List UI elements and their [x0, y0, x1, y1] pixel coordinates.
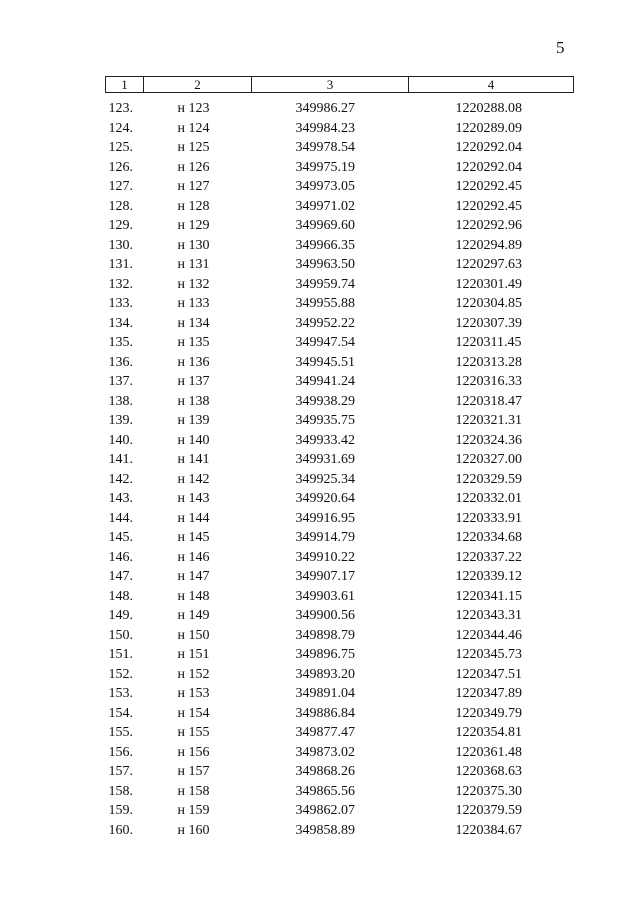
- table-row: [106, 626, 574, 646]
- y-coordinate: 1220307.39: [455, 315, 522, 331]
- table-row: [106, 216, 574, 236]
- row-number: 133.: [108, 296, 133, 311]
- point-label: н 145: [177, 530, 210, 545]
- table-row: [106, 411, 574, 431]
- point-label: н 136: [177, 354, 210, 370]
- x-coordinate: 349868.26: [295, 764, 355, 779]
- table-row: [106, 762, 574, 782]
- row-number: 151.: [108, 647, 133, 662]
- point-label: н 139: [177, 413, 210, 428]
- y-coordinate: 1220321.31: [455, 413, 522, 428]
- point-label: н 147: [177, 569, 210, 584]
- table-header-row: [106, 77, 574, 93]
- x-coordinate: 349900.56: [295, 608, 355, 623]
- row-number: 157.: [108, 764, 133, 779]
- point-label: н 138: [177, 393, 210, 409]
- point-label: н 129: [177, 218, 210, 233]
- y-coordinate: 1220327.00: [455, 452, 522, 467]
- point-label: н 160: [177, 822, 210, 838]
- table-header: [106, 77, 574, 93]
- x-coordinate: 349975.19: [295, 159, 355, 175]
- point-label: н 146: [177, 549, 210, 565]
- table-row: [106, 333, 574, 353]
- column-header-3: 3: [252, 77, 409, 93]
- x-coordinate: 349903.61: [295, 588, 355, 604]
- row-number: 130.: [108, 237, 133, 253]
- point-label: н 154: [177, 705, 210, 721]
- row-number: 147.: [108, 569, 133, 584]
- y-coordinate: 1220316.33: [455, 374, 522, 389]
- table-row: [106, 294, 574, 314]
- y-coordinate: 1220347.89: [455, 686, 522, 701]
- x-coordinate: 349858.89: [295, 822, 355, 838]
- y-coordinate: 1220297.63: [455, 257, 522, 272]
- table-row: [106, 665, 574, 685]
- table-row: [106, 197, 574, 217]
- x-coordinate: 349893.20: [295, 666, 355, 682]
- x-coordinate: 349955.88: [295, 296, 355, 311]
- point-label: н 128: [177, 198, 210, 214]
- row-number: 142.: [108, 471, 133, 487]
- y-coordinate: 1220332.01: [455, 491, 522, 506]
- point-label: н 150: [177, 627, 210, 643]
- table-row: [106, 470, 574, 490]
- point-label: н 158: [177, 783, 210, 799]
- row-number: 158.: [108, 783, 133, 799]
- table-row: [106, 93, 574, 119]
- y-coordinate: 1220311.45: [455, 335, 522, 350]
- y-coordinate: 1220289.09: [455, 120, 522, 136]
- x-coordinate: 349947.54: [295, 335, 355, 350]
- table-row: [106, 509, 574, 529]
- y-coordinate: 1220301.49: [455, 276, 522, 292]
- row-number: 156.: [108, 744, 133, 760]
- x-coordinate: 349959.74: [295, 276, 355, 292]
- point-label: н 156: [177, 744, 210, 760]
- y-coordinate: 1220375.30: [455, 783, 522, 799]
- y-coordinate: 1220345.73: [455, 647, 522, 662]
- row-number: 146.: [108, 549, 133, 565]
- x-coordinate: 349984.23: [295, 120, 355, 136]
- table-row: [106, 158, 574, 178]
- point-label: н 124: [177, 120, 210, 136]
- x-coordinate: 349978.54: [295, 140, 355, 155]
- point-label: н 151: [177, 647, 210, 662]
- y-coordinate: 1220341.15: [455, 588, 522, 604]
- y-coordinate: 1220292.04: [455, 159, 522, 175]
- point-label: н 137: [177, 374, 210, 389]
- page-number: 5: [556, 38, 565, 57]
- row-number: 149.: [108, 608, 133, 623]
- y-coordinate: 1220292.45: [455, 179, 522, 194]
- y-coordinate: 1220288.08: [455, 101, 522, 116]
- row-number: 154.: [108, 705, 133, 721]
- table-row: [106, 548, 574, 568]
- table-row: [106, 255, 574, 275]
- row-number: 134.: [108, 315, 133, 331]
- coordinates-table: [105, 76, 574, 840]
- y-coordinate: 1220354.81: [455, 725, 522, 740]
- y-coordinate: 1220347.51: [455, 666, 522, 682]
- row-number: 126.: [108, 159, 133, 175]
- y-coordinate: 1220379.59: [455, 803, 522, 818]
- x-coordinate: 349886.84: [295, 705, 355, 721]
- x-coordinate: 349910.22: [295, 549, 355, 565]
- row-number: 123.: [108, 101, 133, 116]
- x-coordinate: 349935.75: [295, 413, 355, 428]
- row-number: 139.: [108, 413, 133, 428]
- row-number: 135.: [108, 335, 133, 350]
- table-row: [106, 275, 574, 295]
- x-coordinate: 349986.27: [295, 101, 355, 116]
- x-coordinate: 349916.95: [295, 510, 355, 526]
- row-number: 148.: [108, 588, 133, 604]
- row-number: 141.: [108, 452, 133, 467]
- point-label: н 132: [177, 276, 210, 292]
- table-row: [106, 372, 574, 392]
- x-coordinate: 349925.34: [295, 471, 355, 487]
- y-coordinate: 1220384.67: [455, 822, 522, 838]
- y-coordinate: 1220337.22: [455, 549, 522, 565]
- row-number: 124.: [108, 120, 133, 136]
- x-coordinate: 349952.22: [295, 315, 355, 331]
- point-label: н 155: [177, 725, 210, 740]
- column-header-1: 1: [106, 77, 144, 93]
- x-coordinate: 349945.51: [295, 354, 355, 370]
- x-coordinate: 349877.47: [295, 725, 355, 740]
- point-label: н 123: [177, 101, 210, 116]
- table-row: [106, 450, 574, 470]
- x-coordinate: 349898.79: [295, 627, 355, 643]
- point-label: н 141: [177, 452, 210, 467]
- row-number: 144.: [108, 510, 133, 526]
- y-coordinate: 1220294.89: [455, 237, 522, 253]
- row-number: 127.: [108, 179, 133, 194]
- point-label: н 130: [177, 237, 210, 253]
- y-coordinate: 1220292.45: [455, 198, 522, 214]
- y-coordinate: 1220292.96: [455, 218, 522, 233]
- point-label: н 159: [177, 803, 210, 818]
- point-label: н 143: [177, 491, 210, 506]
- row-number: 137.: [108, 374, 133, 389]
- y-coordinate: 1220292.04: [455, 140, 522, 155]
- table-row: [106, 606, 574, 626]
- point-label: н 152: [177, 666, 210, 682]
- x-coordinate: 349933.42: [295, 432, 355, 448]
- row-number: 128.: [108, 198, 133, 214]
- row-number: 131.: [108, 257, 133, 272]
- table-row: [106, 723, 574, 743]
- table-row: [106, 704, 574, 724]
- y-coordinate: 1220333.91: [455, 510, 522, 526]
- x-coordinate: 349969.60: [295, 218, 355, 233]
- table-row: [106, 314, 574, 334]
- row-number: 160.: [108, 822, 133, 838]
- x-coordinate: 349966.35: [295, 237, 355, 253]
- x-coordinate: 349938.29: [295, 393, 355, 409]
- row-number: 129.: [108, 218, 133, 233]
- x-coordinate: 349865.56: [295, 783, 355, 799]
- x-coordinate: 349931.69: [295, 452, 355, 467]
- y-coordinate: 1220313.28: [455, 354, 522, 370]
- table-body: [106, 93, 574, 841]
- y-coordinate: 1220334.68: [455, 530, 522, 545]
- y-coordinate: 1220368.63: [455, 764, 522, 779]
- table-row: [106, 528, 574, 548]
- x-coordinate: 349973.05: [295, 179, 355, 194]
- x-coordinate: 349963.50: [295, 257, 355, 272]
- table-row: [106, 119, 574, 139]
- x-coordinate: 349920.64: [295, 491, 355, 506]
- table-row: [106, 236, 574, 256]
- point-label: н 131: [177, 257, 210, 272]
- table-row: [106, 567, 574, 587]
- column-header-4: 4: [409, 77, 574, 93]
- column-header-2: 2: [144, 77, 252, 93]
- point-label: н 148: [177, 588, 210, 604]
- table-row: [106, 489, 574, 509]
- table-row: [106, 801, 574, 821]
- point-label: н 125: [177, 140, 210, 155]
- row-number: 125.: [108, 140, 133, 155]
- x-coordinate: 349941.24: [295, 374, 355, 389]
- point-label: н 157: [177, 764, 210, 779]
- point-label: н 153: [177, 686, 210, 701]
- y-coordinate: 1220361.48: [455, 744, 522, 760]
- table-row: [106, 743, 574, 763]
- table-row: [106, 392, 574, 412]
- point-label: н 140: [177, 432, 210, 448]
- y-coordinate: 1220349.79: [455, 705, 522, 721]
- y-coordinate: 1220304.85: [455, 296, 522, 311]
- row-number: 155.: [108, 725, 133, 740]
- table-row: [106, 177, 574, 197]
- y-coordinate: 1220344.46: [455, 627, 522, 643]
- table-row: [106, 782, 574, 802]
- table-row: [106, 138, 574, 158]
- y-coordinate: 1220318.47: [455, 393, 522, 409]
- y-coordinate: 1220324.36: [455, 432, 522, 448]
- point-label: н 149: [177, 608, 210, 623]
- point-label: н 142: [177, 471, 210, 487]
- row-number: 136.: [108, 354, 133, 370]
- y-coordinate: 1220343.31: [455, 608, 522, 623]
- row-number: 132.: [108, 276, 133, 292]
- y-coordinate: 1220329.59: [455, 471, 522, 487]
- table-row: [106, 684, 574, 704]
- row-number: 143.: [108, 491, 133, 506]
- x-coordinate: 349862.07: [295, 803, 355, 818]
- y-coordinate: 1220339.12: [455, 569, 522, 584]
- row-number: 150.: [108, 627, 133, 643]
- row-number: 145.: [108, 530, 133, 545]
- table-row: [106, 645, 574, 665]
- x-coordinate: 349907.17: [295, 569, 355, 584]
- point-label: н 134: [177, 315, 210, 331]
- x-coordinate: 349914.79: [295, 530, 355, 545]
- table-row: [106, 353, 574, 373]
- point-label: н 127: [177, 179, 210, 194]
- row-number: 159.: [108, 803, 133, 818]
- x-coordinate: 349896.75: [295, 647, 355, 662]
- row-number: 152.: [108, 666, 133, 682]
- table-row: [106, 587, 574, 607]
- row-number: 140.: [108, 432, 133, 448]
- x-coordinate: 349873.02: [295, 744, 355, 760]
- table-row: [106, 431, 574, 451]
- point-label: н 135: [177, 335, 210, 350]
- table-row: [106, 821, 574, 841]
- point-label: н 133: [177, 296, 210, 311]
- row-number: 138.: [108, 393, 133, 409]
- point-label: н 126: [177, 159, 210, 175]
- row-number: 153.: [108, 686, 133, 701]
- x-coordinate: 349891.04: [295, 686, 355, 701]
- x-coordinate: 349971.02: [295, 198, 355, 214]
- point-label: н 144: [177, 510, 210, 526]
